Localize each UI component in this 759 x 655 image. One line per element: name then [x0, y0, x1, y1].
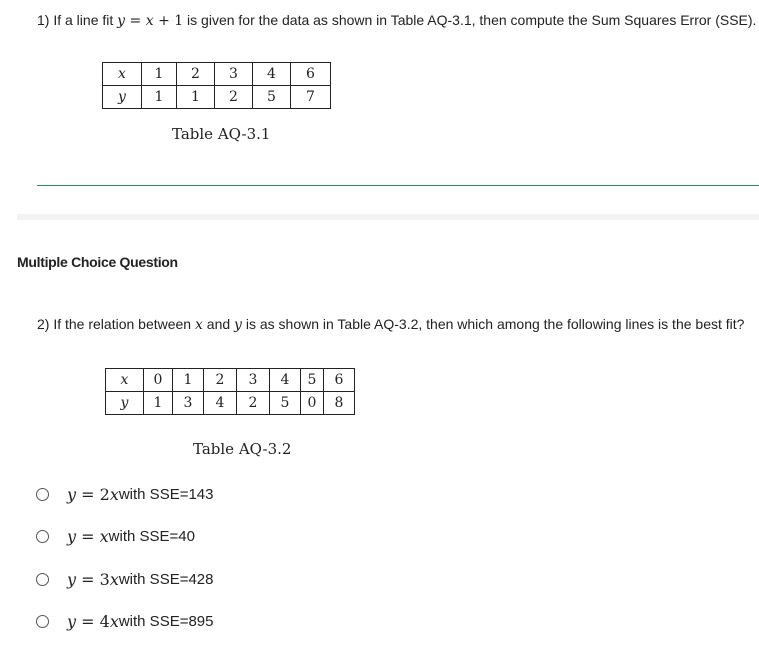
option-1[interactable] — [36, 483, 214, 505]
option-label: with SSE=895 — [118, 612, 214, 630]
q1-eq-rest: + 1 — [153, 13, 184, 29]
table-aq-3-1 — [102, 62, 331, 109]
option-label: with SSE=143 — [118, 485, 214, 503]
x-cell: 4 — [270, 369, 301, 392]
option-3[interactable] — [36, 568, 214, 590]
y-cell: 5 — [253, 86, 291, 109]
section-label: Multiple Choice Question — [17, 254, 178, 270]
option-label: with SSE=428 — [118, 570, 214, 588]
q2-prefix: 2) If the relation between — [37, 316, 195, 332]
q1-suffix: is given for the data as shown in Table AQ-3.1, then compute the Sum Squares Error (SSE). — [183, 12, 757, 28]
radio-button[interactable] — [36, 573, 49, 586]
y-cell: 7 — [291, 86, 331, 109]
q2-suffix: is as shown in Table AQ-3.2, then which among the following lines is the best fit? — [241, 316, 745, 332]
question-1-text — [37, 12, 756, 29]
radio-button[interactable] — [36, 530, 49, 543]
table-row-y — [106, 392, 355, 415]
table-caption-2: Table AQ-3.2 — [193, 440, 292, 458]
option-equation: y = x — [67, 526, 109, 546]
question-2-card — [17, 290, 759, 655]
q2-and: and — [202, 316, 235, 332]
q1-eq-lhs: y — [117, 13, 126, 29]
x-cell: 2 — [204, 369, 237, 392]
option-4[interactable] — [36, 610, 214, 632]
x-cell: 6 — [291, 63, 331, 86]
table-row-x — [106, 369, 355, 392]
option-equation: y = 2x — [67, 484, 119, 504]
q1-eq-var: x — [145, 13, 154, 29]
x-cell: 2 — [177, 63, 215, 86]
y-cell: 0 — [301, 392, 324, 415]
y-cell: 2 — [215, 86, 253, 109]
q2-var-x: x — [195, 317, 203, 333]
x-cell: 6 — [324, 369, 355, 392]
q1-eq-op: = — [125, 13, 146, 29]
y-cell: 5 — [270, 392, 301, 415]
x-cell: 0 — [144, 369, 173, 392]
y-cell: 1 — [144, 392, 173, 415]
x-cell: 3 — [215, 63, 253, 86]
option-2[interactable] — [36, 525, 195, 547]
y-cell: 3 — [173, 392, 204, 415]
x-cell: 4 — [253, 63, 291, 86]
y-cell: 1 — [177, 86, 215, 109]
x-cell: 1 — [142, 63, 177, 86]
table-row-x — [103, 63, 331, 86]
answer-divider — [37, 185, 759, 186]
question-2-text — [37, 316, 744, 333]
x-cell: 1 — [173, 369, 204, 392]
y-cell: 2 — [237, 392, 270, 415]
radio-button[interactable] — [36, 615, 49, 628]
option-label: with SSE=40 — [108, 527, 195, 545]
radio-button[interactable] — [36, 488, 49, 501]
x-cell: 5 — [301, 369, 324, 392]
option-equation: y = 3x — [67, 569, 119, 589]
y-cell: 8 — [324, 392, 355, 415]
q1-prefix: 1) If a line fit — [37, 12, 118, 28]
row-label-x: x — [106, 369, 144, 392]
row-label-y: y — [106, 392, 144, 415]
y-cell: 1 — [142, 86, 177, 109]
table-aq-3-2 — [105, 368, 355, 415]
row-label-y: y — [103, 86, 142, 109]
table-caption-1: Table AQ-3.1 — [172, 125, 271, 143]
row-label-x: x — [103, 63, 142, 86]
card-separator — [17, 214, 759, 220]
y-cell: 4 — [204, 392, 237, 415]
option-equation: y = 4x — [67, 611, 119, 631]
q2-var-y: y — [234, 317, 242, 333]
x-cell: 3 — [237, 369, 270, 392]
table-row-y — [103, 86, 331, 109]
